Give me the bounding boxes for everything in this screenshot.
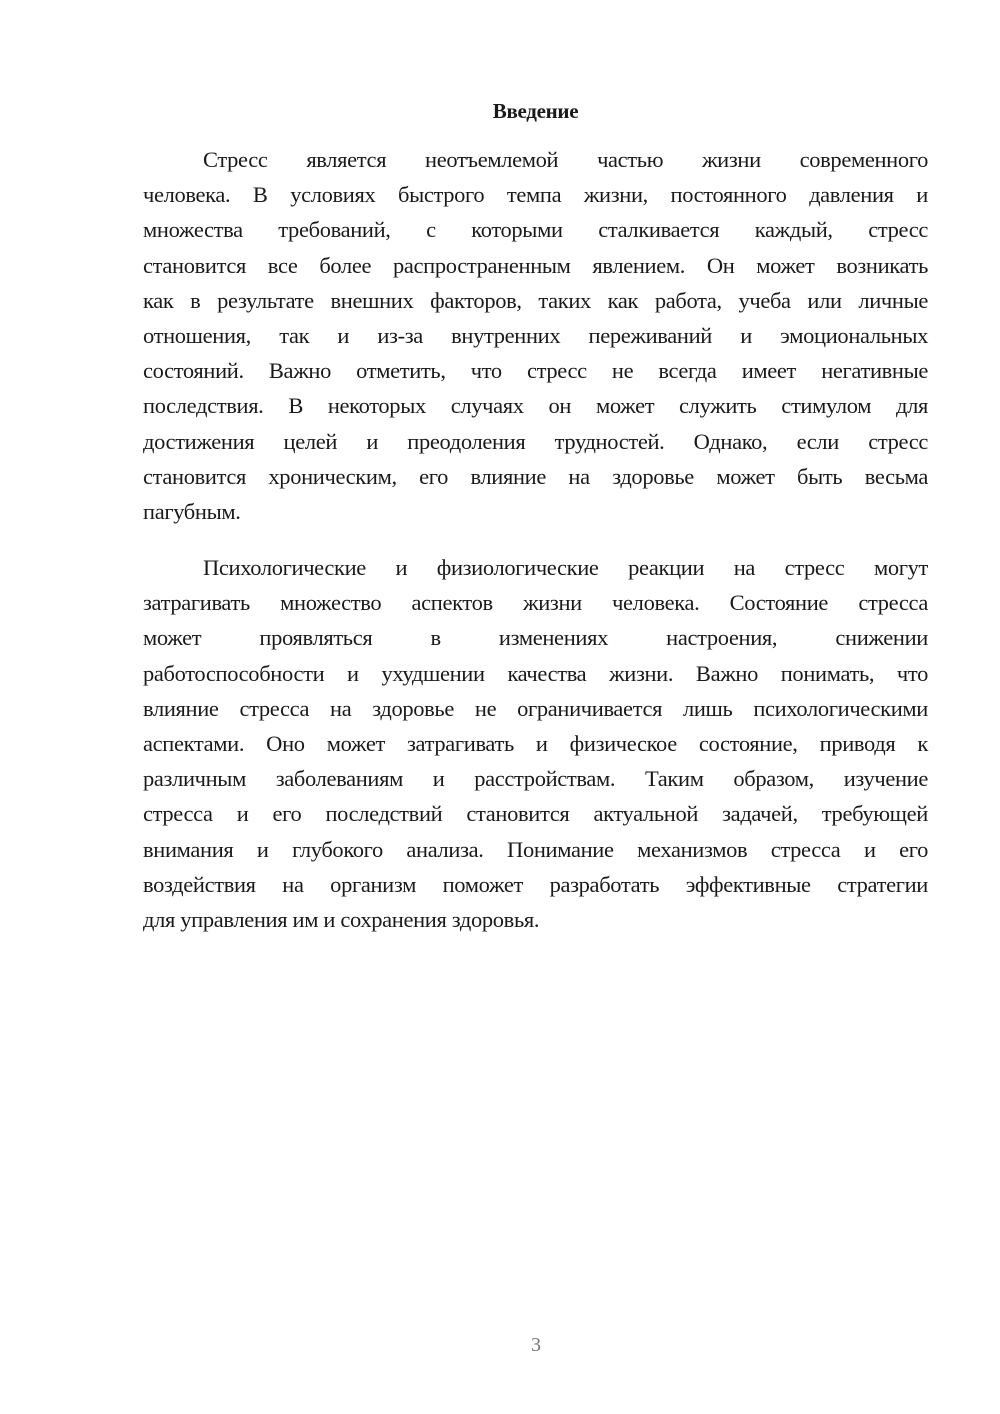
text-line: человека. В условиях быстрого темпа жизни, постоянного давления и [143, 182, 928, 208]
text-line: может проявляться в изменениях настроения, снижении [143, 625, 928, 651]
text-line: воздействия на организм поможет разработать эффективные стратегии [143, 871, 928, 897]
text-line: влияние стресса на здоровье не ограничивается лишь психологическими [143, 695, 928, 721]
text-line: внимания и глубокого анализа. Понимание механизмов стресса и его [143, 836, 928, 862]
text-line: становится все более распространенным явлением. Он может возникать [143, 252, 928, 278]
text-line: пагубным. [143, 498, 241, 524]
text-line: состояний. Важно отметить, что стресс не всегда имеет негативные [143, 358, 928, 384]
paragraph-2 [143, 550, 928, 937]
text-line: затрагивать множество аспектов жизни человека. Состояние стресса [143, 590, 928, 616]
text-line: отношения, так и из-за внутренних переживаний и эмоциональных [143, 322, 928, 348]
text-line: Стресс является неотъемлемой частью жизни современного [203, 147, 928, 172]
text-line: для управления им и сохранения здоровья. [143, 906, 540, 932]
text-line: работоспособности и ухудшении качества жизни. Важно понимать, что [143, 660, 928, 686]
text-line: аспектами. Оно может затрагивать и физическое состояние, приводя к [143, 730, 928, 756]
text-line: различным заболеваниям и расстройствам. Таким образом, изучение [143, 766, 928, 792]
paragraph-1 [143, 142, 928, 529]
text-line: стресса и его последствий становится актуальной задачей, требующей [143, 801, 928, 827]
page-number: 3 [531, 1334, 541, 1356]
text-line: Психологические и физиологические реакции на стресс могут [203, 555, 928, 580]
section-heading: Введение [492, 99, 579, 123]
text-line: последствия. В некоторых случаях он может служить стимулом для [143, 393, 928, 419]
text-line: как в результате внешних факторов, таких как работа, учеба или личные [143, 287, 928, 313]
text-line: достижения целей и преодоления трудностей. Однако, если стресс [143, 428, 928, 454]
text-line: множества требований, с которыми сталкивается каждый, стресс [143, 217, 928, 243]
text-line: становится хроническим, его влияние на здоровье может быть весьма [143, 463, 928, 489]
